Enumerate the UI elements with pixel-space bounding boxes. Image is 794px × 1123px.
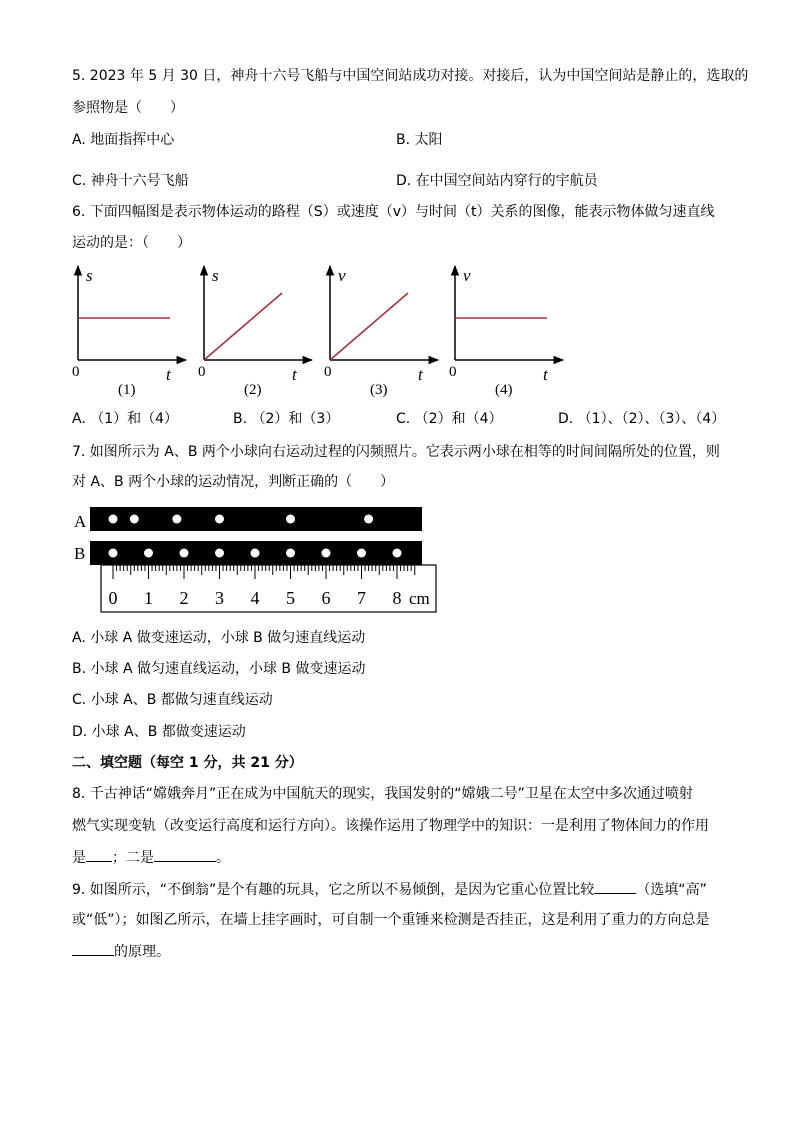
q8-line3-text-b: ；二是 xyxy=(112,850,154,866)
ball-b xyxy=(109,549,118,558)
q8-line1: 8. 千古神话“嫦娥奔月”正在成为中国航天的现实，我国发射的“嫦娥二号”卫星在太空中多次通过喷射 xyxy=(72,786,693,802)
q8-line3 xyxy=(72,847,230,868)
graph-1-xlabel: t xyxy=(166,365,171,384)
graph-2-line xyxy=(204,293,282,360)
ruler-label: 5 xyxy=(286,588,295,608)
ball-a xyxy=(109,515,118,524)
q5-line1: 5. 2023 年 5 月 30 日，神舟十六号飞船与中国空间站成功对接。对接后，认为中国空间站是静止的，选取的 xyxy=(72,68,749,84)
strip-b-label: B xyxy=(74,544,86,563)
graph-4-caption: (4) xyxy=(495,382,513,398)
graph-3-origin: 0 xyxy=(324,364,332,380)
graph-2-origin: 0 xyxy=(198,364,206,380)
graph-3-line xyxy=(330,293,408,360)
q8-line3-text-c: 。 xyxy=(216,850,230,866)
strip-a-label: A xyxy=(74,512,87,531)
q6-option-a: A. （1）和（4） xyxy=(72,411,179,427)
q9-line1-text-b: （选填“高” xyxy=(636,882,707,898)
q9-blank-2[interactable] xyxy=(72,941,114,956)
q5-option-d: D. 在中国空间站内穿行的宇航员 xyxy=(396,173,598,189)
graph-4-origin: 0 xyxy=(449,364,457,380)
ball-b xyxy=(357,549,366,558)
graph-4-ylabel: v xyxy=(463,266,471,285)
graph-1-caption: (1) xyxy=(118,382,136,398)
q6-option-c: C. （2）和（4） xyxy=(396,411,503,427)
q7-option-d: D. 小球 A、B 都做变速运动 xyxy=(72,724,246,740)
q7-strobe-figure xyxy=(0,500,794,618)
ruler-label: 8 xyxy=(392,588,402,608)
q9-line2: 或“低”）；如图乙所示，在墙上挂字画时，可自制一个重锤来检测是否挂正，这是利用了重力的方向总是 xyxy=(72,912,710,928)
q5-option-a: A. 地面指挥中心 xyxy=(72,132,175,148)
q8-blank-1[interactable] xyxy=(86,847,112,862)
q5-option-b: B. 太阳 xyxy=(396,132,443,148)
graph-4-xlabel: t xyxy=(543,365,548,384)
ball-a xyxy=(286,515,295,524)
graph-3-caption: (3) xyxy=(370,382,388,398)
q6-graphs-figure xyxy=(0,255,794,405)
ruler-label: 6 xyxy=(321,588,331,608)
ruler-label: 2 xyxy=(179,588,189,608)
graph-1-origin: 0 xyxy=(72,364,80,380)
q7-option-b: B. 小球 A 做匀速直线运动，小球 B 做变速运动 xyxy=(72,661,366,677)
q6-line2: 运动的是：（ ） xyxy=(72,235,191,251)
graph-2-xlabel: t xyxy=(292,365,297,384)
graph-2-caption: (2) xyxy=(244,382,262,398)
ball-b xyxy=(144,549,153,558)
ruler-label: 1 xyxy=(144,588,153,608)
ball-a xyxy=(130,515,139,524)
ruler-label: 0 xyxy=(108,588,118,608)
ball-b xyxy=(393,549,402,558)
q6-option-b: B. （2）和（3） xyxy=(233,411,340,427)
q6-option-d: D. （1）、（2）、（3）、（4） xyxy=(558,411,726,427)
ruler-label: 3 xyxy=(215,588,224,608)
q7-option-a: A. 小球 A 做变速运动，小球 B 做匀速直线运动 xyxy=(72,630,366,646)
graph-3-xlabel: t xyxy=(418,365,423,384)
q8-line3-text-a: 是 xyxy=(72,850,86,866)
ball-b xyxy=(215,549,224,558)
ball-a xyxy=(364,515,373,524)
ruler-label: 4 xyxy=(250,588,260,608)
ball-b xyxy=(180,549,189,558)
q9-line3 xyxy=(72,941,170,962)
graph-1-ylabel: s xyxy=(86,266,93,285)
q9-line1-text-a: 9. 如图所示，“不倒翁”是个有趣的玩具，它之所以不易倾倒，是因为它重心位置比较 xyxy=(72,882,595,898)
q9-blank-1[interactable] xyxy=(594,879,636,894)
graph-3-ylabel: v xyxy=(338,266,346,285)
ruler-unit: cm xyxy=(409,589,430,608)
ball-b xyxy=(251,549,260,558)
q7-option-c: C. 小球 A、B 都做匀速直线运动 xyxy=(72,692,273,708)
q9-line1 xyxy=(72,879,707,900)
ball-a xyxy=(215,515,224,524)
ball-a xyxy=(172,515,181,524)
q7-line2: 对 A、B 两个小球的运动情况，判断正确的（ ） xyxy=(72,474,395,490)
q8-blank-2[interactable] xyxy=(154,847,216,862)
ball-b xyxy=(286,549,295,558)
q7-line1: 7. 如图所示为 A、B 两个小球向右运动过程的闪频照片。它表示两小球在相等的时间间隔所处的位置，则 xyxy=(72,444,720,460)
ruler-label: 7 xyxy=(357,588,366,608)
graph-2-ylabel: s xyxy=(212,266,219,285)
q9-line3-text: 的原理。 xyxy=(114,944,170,960)
q6-line1: 6. 下面四幅图是表示物体运动的路程（S）或速度（v）与时间（t）关系的图像，能表示物体做匀速直线 xyxy=(72,204,715,220)
q8-line2: 燃气实现变轨（改变运行高度和运行方向）。该操作运用了物理学中的知识：一是利用了物体间力的作用 xyxy=(72,818,709,834)
ball-b xyxy=(322,549,331,558)
section2-title: 二、填空题（每空 1 分，共 21 分） xyxy=(72,755,303,771)
q5-option-c: C. 神舟十六号飞船 xyxy=(72,173,189,189)
q5-line2: 参照物是（ ） xyxy=(72,100,184,116)
